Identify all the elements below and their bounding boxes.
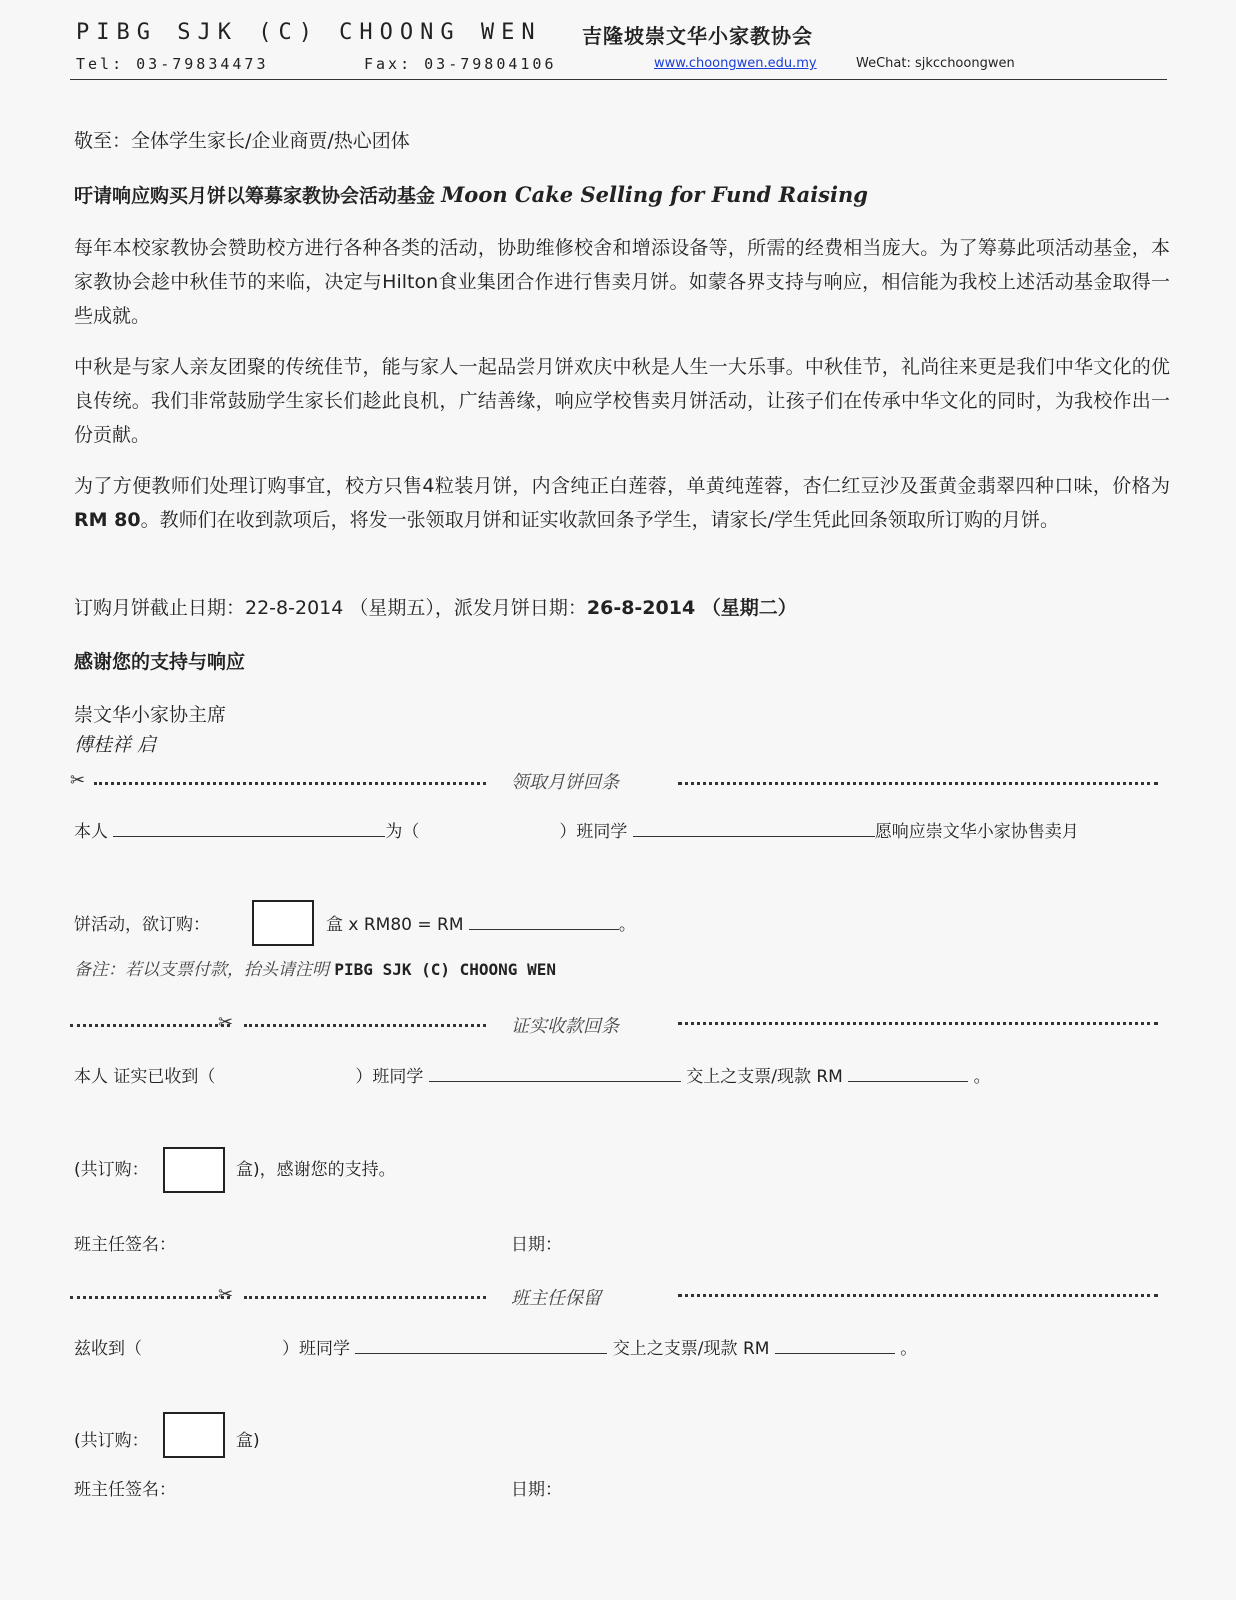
paragraph-2: 中秋是与家人亲友团聚的传统佳节，能与家人一起品尝月饼欢庆中秋是人生一大乐事。中秋佳节，礼尚往来更是我们中华文化的优良传统。我们非常鼓励学生家长们趁此良机，广结善缘，响应学校售卖月饼活动，让孩子们在传承中华文化的同时，为我校作出一份贡献。: [74, 356, 1170, 446]
cut-line-left-b: [244, 1296, 486, 1299]
slip1-line2-calc: [326, 908, 636, 942]
teacher-signature-label: 班主任签名：: [74, 1480, 176, 1500]
slip2-total-b: 盒)，感谢您的支持。: [236, 1160, 396, 1180]
slip1-label-self: 本人: [74, 822, 108, 842]
teacher-signature-label: 班主任签名：: [74, 1235, 176, 1255]
period: 。: [900, 1339, 918, 1359]
note-label: 备注：若以支票付款，抬头请注明: [74, 960, 329, 980]
org-name-cn: 吉隆坡崇文华小家教协会: [582, 24, 813, 48]
period: 。: [618, 915, 636, 935]
tel: Tel: 03-79834473: [76, 55, 269, 73]
note-payee: PIBG SJK (C) CHOONG WEN: [334, 960, 556, 979]
cheque-note: [74, 953, 556, 987]
cut-line-right: [678, 1022, 1158, 1025]
paragraph-1: 每年本校家教协会赞助校方进行各种各类的活动，协助维修校舍和增添设备等，所需的经费相当庞大。为了筹募此项活动基金，本家教协会趁中秋佳节的来临，决定与Hilton食业集团合作进行售卖月饼。如蒙各界支持与响应，相信能为我校上述活动基金取得一些成就。: [74, 237, 1170, 327]
slip3-title: 班主任保留: [511, 1288, 601, 1309]
salutation: 敬至：全体学生家长/企业商贾/热心团体: [74, 130, 410, 152]
paragraph-3: [74, 469, 1170, 537]
calc-label: 盒 x RM80 = RM: [326, 915, 464, 935]
total-qty-box[interactable]: [163, 1147, 225, 1193]
slip3-label-class: ）班同学: [282, 1339, 350, 1359]
slip2-label-class: ）班同学: [355, 1067, 424, 1087]
student-name-field[interactable]: [633, 818, 875, 837]
slip1-label-class: ）班同学: [559, 822, 628, 842]
slip3-label-payment: 交上之支票/现款 RM: [612, 1339, 770, 1359]
slip2-title: 证实收款回条: [511, 1016, 619, 1037]
signer-name: 傅桂祥 启: [74, 734, 157, 756]
deadline-label: 订购月饼截止日期：22-8-2014 （星期五），派发月饼日期：: [74, 597, 587, 619]
scissors-icon: ✂: [70, 770, 86, 791]
fax: Fax: 03-79804106: [364, 55, 557, 73]
date-label: 日期：: [511, 1480, 562, 1500]
slip3-label-received: 兹收到（: [74, 1339, 142, 1359]
title-cn: 吁请响应购买月饼以筹募家教协会活动基金: [74, 185, 436, 207]
scissors-icon: ✂: [218, 1012, 234, 1033]
scissors-icon: ✂: [218, 1284, 234, 1305]
slip1-label-for: 为（: [385, 822, 420, 842]
price: RM 80: [74, 509, 141, 531]
website-link[interactable]: www.choongwen.edu.my: [654, 56, 817, 71]
slip3-total-a: (共订购：: [74, 1431, 149, 1451]
delivery-date: 26-8-2014 （星期二）: [586, 597, 797, 619]
order-qty-box[interactable]: [252, 900, 314, 946]
slip3-total-b: 盒): [236, 1431, 260, 1451]
cut-line-left-a: [70, 1024, 230, 1027]
slip3-line1: [74, 1332, 917, 1366]
cut-line-left-b: [244, 1024, 486, 1027]
cut-line-right: [678, 1294, 1158, 1297]
cut-line-left-a: [70, 1296, 230, 1299]
header-rule: [70, 79, 1167, 80]
cut-line-left: [94, 782, 486, 785]
slip2-total-a: (共订购：: [74, 1160, 149, 1180]
slip1-line1: [74, 815, 1079, 849]
wechat: WeChat: sjkcchoongwen: [856, 56, 1015, 71]
dates-line: [74, 591, 797, 625]
slip2-label-received: 本人 证实已收到（: [74, 1067, 216, 1087]
thanks: 感谢您的支持与响应: [74, 651, 246, 673]
cut-line-right: [678, 782, 1158, 785]
signer-title: 崇文华小家协主席: [74, 704, 227, 726]
slip2-label-payment: 交上之支票/现款 RM: [686, 1067, 843, 1087]
slip1-label-support: 愿响应崇文华小家协售卖月: [874, 822, 1079, 842]
period: 。: [973, 1067, 991, 1087]
amount-field[interactable]: [775, 1335, 895, 1354]
title-en: Moon Cake Selling for Fund Raising: [441, 182, 868, 207]
letter-title: [74, 178, 868, 213]
total-qty-box[interactable]: [163, 1412, 225, 1458]
amount-field[interactable]: [848, 1063, 968, 1082]
slip2-line1: [74, 1060, 991, 1094]
date-label: 日期：: [511, 1235, 562, 1255]
student-name-field[interactable]: [429, 1063, 681, 1082]
slip1-line2-label: 饼活动，欲订购：: [74, 915, 210, 935]
slip1-title: 领取月饼回条: [511, 772, 619, 793]
paragraph-3-a: 为了方便教师们处理订购事宜，校方只售4粒装月饼，内含纯正白莲蓉，单黄纯莲蓉，杏仁红豆沙及蛋黄金翡翠四种口味，价格为: [74, 475, 1170, 497]
org-name-en: PIBG SJK (C) CHOONG WEN: [76, 20, 542, 45]
paragraph-3-b: 。教师们在收到款项后，将发一张领取月饼和证实收款回条予学生，请家长/学生凭此回条领取所订购的月饼。: [140, 509, 1059, 531]
student-name-field[interactable]: [355, 1335, 607, 1354]
total-amount-field[interactable]: [469, 911, 619, 930]
name-field[interactable]: [113, 818, 385, 837]
